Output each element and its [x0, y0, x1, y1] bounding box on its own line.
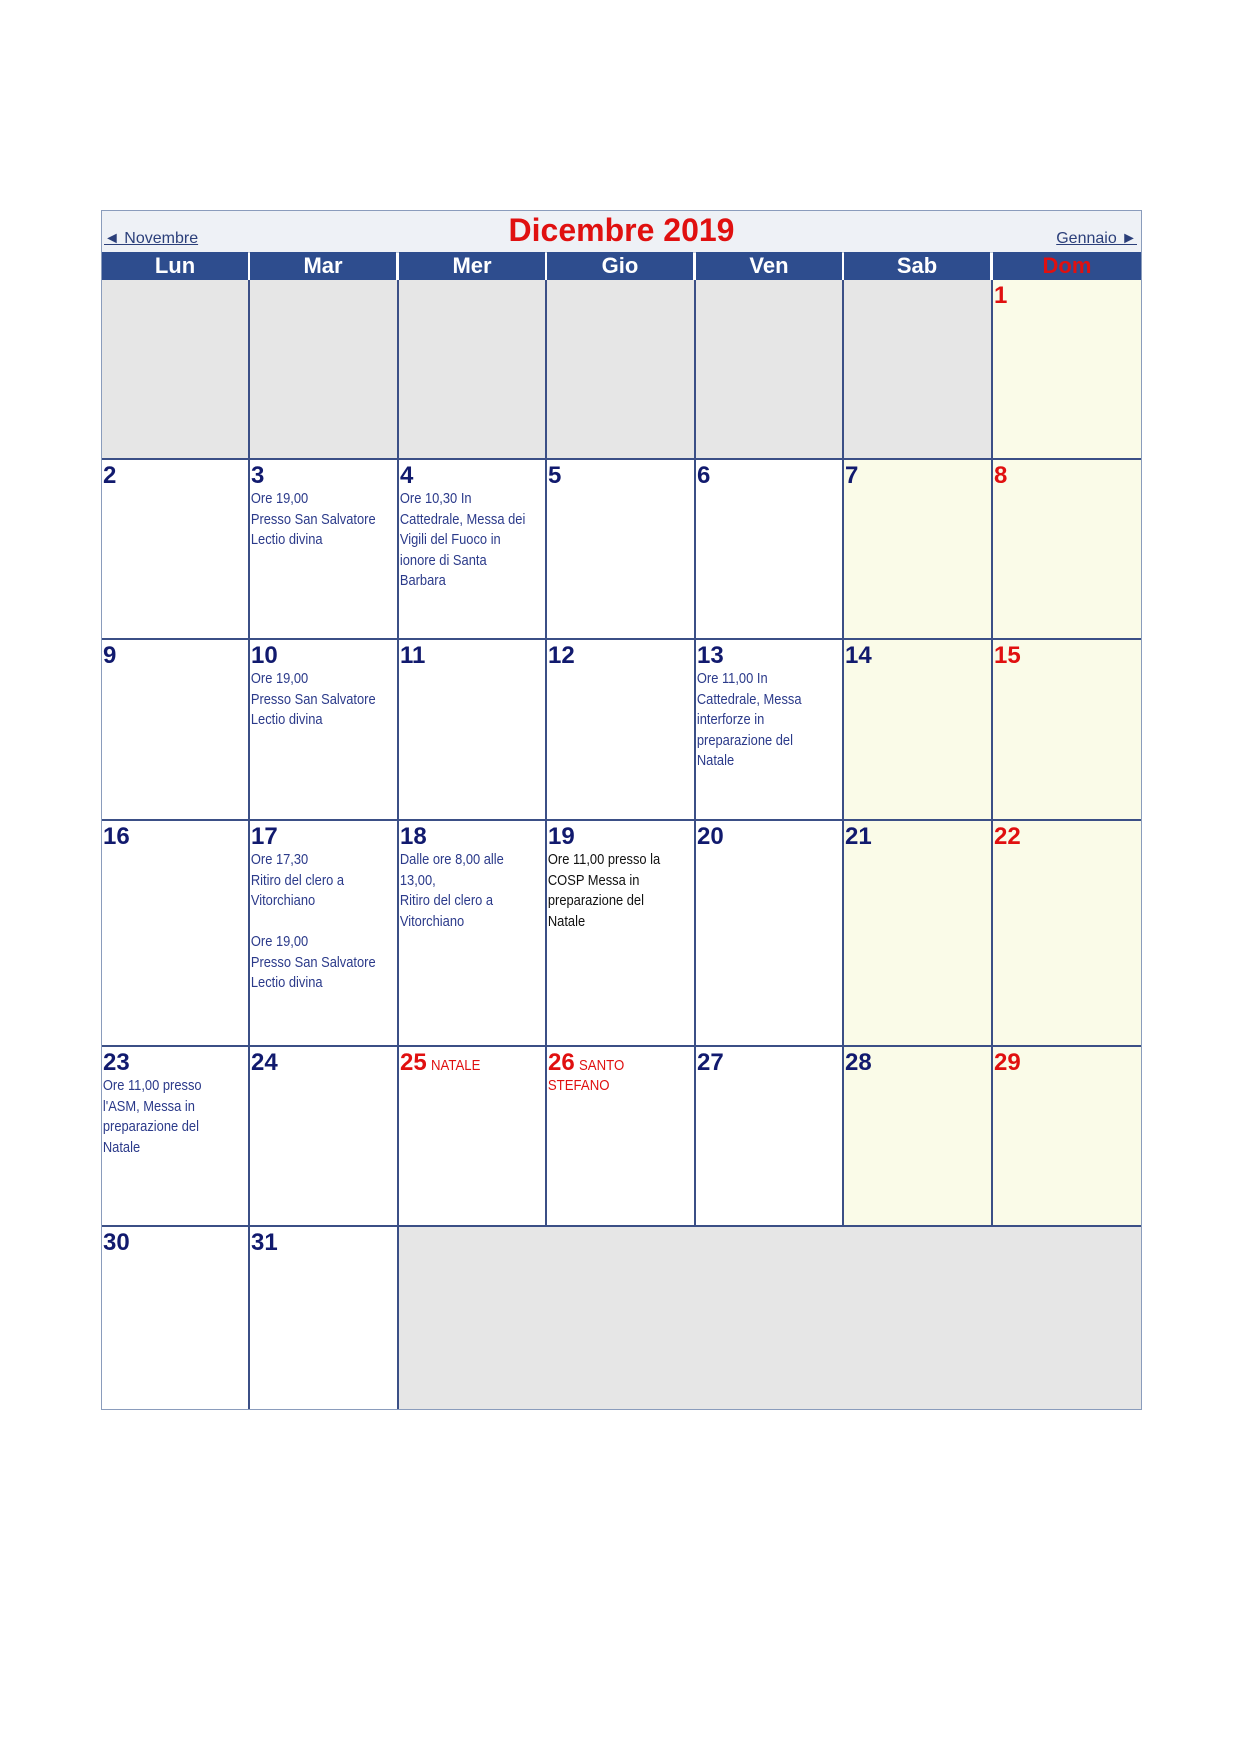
day-cell[interactable]: [399, 640, 547, 821]
calendar: [101, 210, 1142, 1410]
day-cell[interactable]: [102, 1227, 250, 1409]
day-cell[interactable]: [547, 1047, 696, 1227]
day-cell[interactable]: [993, 640, 1141, 821]
day-number: 4: [400, 462, 414, 489]
day-number: 2: [103, 462, 117, 489]
weekday-tue: Mar: [250, 252, 396, 280]
day-cell[interactable]: [250, 821, 399, 1047]
day-cell[interactable]: [547, 640, 696, 821]
day-number: 6: [697, 462, 711, 489]
day-cell[interactable]: [844, 460, 993, 640]
empty-cell: [250, 280, 399, 460]
day-cell[interactable]: [696, 821, 844, 1047]
event-note: Ore 11,00 In Cattedrale, Messa interforze in preparazione del Natale: [696, 670, 802, 769]
weekday-thu: Gio: [547, 252, 693, 280]
day-number: 28: [845, 1049, 872, 1076]
day-number: 24: [251, 1049, 278, 1076]
weekday-header-row: [102, 252, 1141, 280]
day-number: 9: [103, 642, 117, 669]
day-cell[interactable]: [399, 1047, 547, 1227]
day-number: 25: [400, 1049, 427, 1076]
day-number: 10: [251, 642, 278, 669]
calendar-header: [102, 211, 1141, 253]
day-number: 12: [548, 642, 575, 669]
month-title: Dicembre 2019: [508, 212, 735, 248]
empty-cell: [102, 280, 250, 460]
day-number: 18: [400, 823, 427, 850]
prev-month-link[interactable]: ◄ Novembre: [104, 230, 199, 247]
next-month-link[interactable]: Gennaio ►: [1056, 230, 1137, 247]
event-note: Ore 19,00 Presso San Salvatore Lectio divina: [250, 670, 376, 728]
day-cell[interactable]: [250, 640, 399, 821]
day-cell[interactable]: [993, 821, 1141, 1047]
day-cell[interactable]: [844, 821, 993, 1047]
day-number: 15: [994, 642, 1021, 669]
day-number: 29: [994, 1049, 1021, 1076]
day-cell[interactable]: [102, 460, 250, 640]
day-number: 23: [103, 1049, 130, 1076]
empty-cell: [399, 1227, 1141, 1409]
weekday-mon: Lun: [102, 252, 248, 280]
day-number: 19: [548, 823, 575, 850]
day-cell[interactable]: [547, 460, 696, 640]
day-cell[interactable]: [250, 1047, 399, 1227]
day-number: 8: [994, 462, 1008, 489]
event-note: Dalle ore 8,00 alle 13,00, Ritiro del clero a Vitorchiano: [399, 851, 504, 930]
weekday-fri: Ven: [696, 252, 842, 280]
holiday-label: STEFANO: [547, 1077, 610, 1094]
day-cell[interactable]: [993, 460, 1141, 640]
day-cell[interactable]: [102, 1047, 250, 1227]
event-note: Ore 11,00 presso la COSP Messa in preparazione del Natale: [547, 851, 661, 930]
day-cell[interactable]: [102, 640, 250, 821]
day-cell[interactable]: [696, 1047, 844, 1227]
day-number: 7: [845, 462, 859, 489]
day-number: 13: [697, 642, 724, 669]
day-cell[interactable]: [696, 640, 844, 821]
day-number: 26: [548, 1049, 575, 1076]
day-cell[interactable]: [844, 1047, 993, 1227]
day-number: 31: [251, 1229, 278, 1256]
event-note: Ore 11,00 presso l'ASM, Messa in preparazione del Natale: [102, 1077, 202, 1156]
day-number: 3: [251, 462, 265, 489]
day-cell[interactable]: [250, 1227, 399, 1409]
day-cell[interactable]: [102, 821, 250, 1047]
weekday-sun: Dom: [993, 252, 1141, 280]
day-number: 20: [697, 823, 724, 850]
day-cell[interactable]: [399, 821, 547, 1047]
day-number: 16: [103, 823, 130, 850]
event-note: Ore 10,30 In Cattedrale, Messa dei Vigili del Fuoco in ionore di Santa Barbara: [399, 490, 526, 589]
day-number: 14: [845, 642, 872, 669]
day-number: 1: [994, 282, 1008, 309]
holiday-label: NATALE: [431, 1057, 481, 1074]
empty-cell: [547, 280, 696, 460]
day-cell[interactable]: [250, 460, 399, 640]
day-number: 27: [697, 1049, 724, 1076]
weekday-wed: Mer: [399, 252, 545, 280]
empty-cell: [696, 280, 844, 460]
event-note: Ore 17,30 Ritiro del clero a Vitorchiano Ore 19,00 Presso San Salvatore Lectio divina: [250, 851, 376, 991]
day-number: 21: [845, 823, 872, 850]
day-cell[interactable]: [399, 460, 547, 640]
empty-cell: [844, 280, 993, 460]
day-number: 5: [548, 462, 562, 489]
day-cell[interactable]: [696, 460, 844, 640]
day-cell[interactable]: [993, 280, 1141, 460]
day-cell[interactable]: [844, 640, 993, 821]
holiday-label: SANTO: [579, 1057, 625, 1074]
day-number: 22: [994, 823, 1021, 850]
day-number: 30: [103, 1229, 130, 1256]
weekday-sat: Sab: [844, 252, 990, 280]
day-number: 11: [400, 642, 426, 669]
day-cell[interactable]: [993, 1047, 1141, 1227]
day-number: 17: [251, 823, 278, 850]
day-cell[interactable]: [547, 821, 696, 1047]
event-note: Ore 19,00 Presso San Salvatore Lectio divina: [250, 490, 376, 548]
empty-cell: [399, 280, 547, 460]
